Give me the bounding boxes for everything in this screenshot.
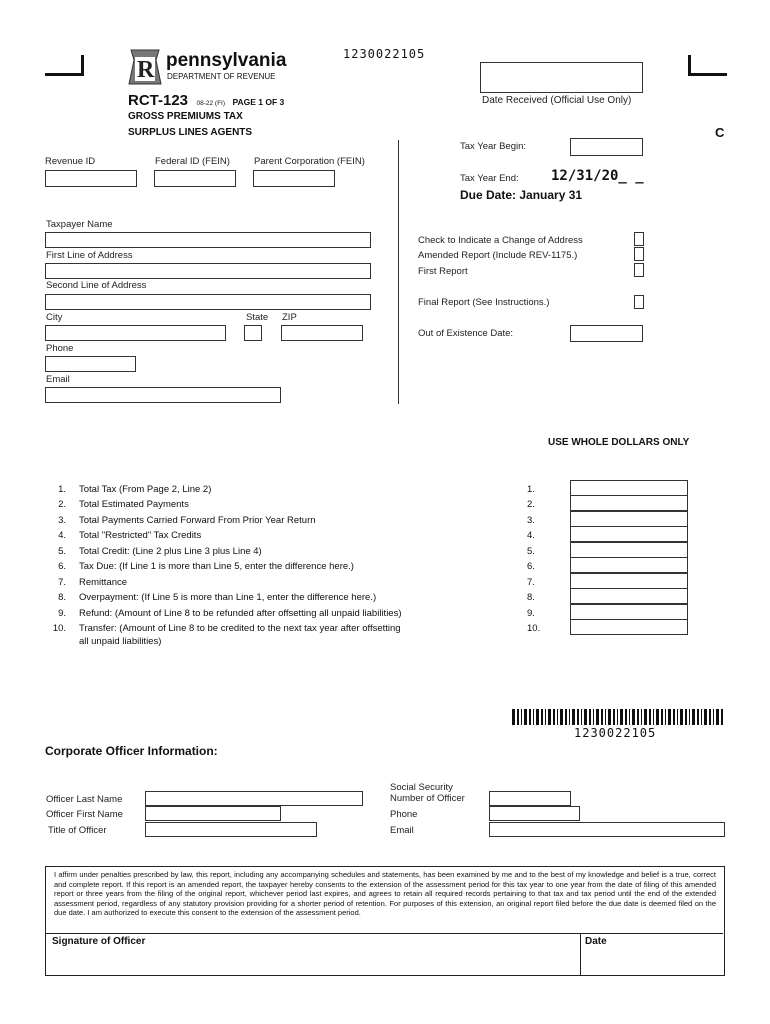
federal-id-field[interactable] (154, 170, 236, 187)
keystone-logo (128, 48, 162, 86)
date-received-box[interactable] (480, 62, 643, 93)
revenue-id-label: Revenue ID (45, 156, 96, 167)
line-amount-field[interactable] (570, 573, 688, 589)
officer-first-name-field[interactable] (145, 806, 281, 821)
officer-last-name-field[interactable] (145, 791, 363, 806)
tax-year-begin-field[interactable] (570, 138, 643, 156)
form-title-2: SURPLUS LINES AGENTS (128, 127, 253, 138)
officer-ssn-label-1: Social Security (390, 782, 453, 793)
line-description: Refund: (Amount of Line 8 to be refunded after offsetting all unpaid liabilities) (79, 608, 402, 619)
line-amount-field[interactable] (570, 557, 688, 573)
page-info: PAGE 1 OF 3 (232, 97, 285, 107)
signature-label: Signature of Officer (52, 936, 146, 947)
zip-label: ZIP (282, 312, 297, 323)
officer-email-field[interactable] (489, 822, 725, 837)
officer-ssn-field[interactable] (489, 791, 571, 806)
amended-report-checkbox[interactable] (634, 247, 644, 261)
affirmation-box (45, 866, 725, 976)
line-number: 1. (58, 484, 66, 495)
final-report-checkbox[interactable] (634, 295, 644, 309)
officer-title-label: Title of Officer (48, 825, 107, 836)
change-address-label: Check to Indicate a Change of Address (418, 235, 583, 246)
line-reference: 8. (527, 592, 535, 603)
line-description: Remittance (79, 577, 128, 588)
form-id: RCT-123 (128, 92, 189, 109)
line-reference: 4. (527, 530, 535, 541)
line-reference: 10. (527, 623, 541, 634)
officer-heading: Corporate Officer Information: (45, 744, 218, 758)
parent-corp-label: Parent Corporation (FEIN) (254, 156, 365, 167)
line-amount-field[interactable] (570, 588, 688, 604)
zip-field[interactable] (281, 325, 363, 341)
first-report-checkbox[interactable] (634, 263, 644, 277)
line-amount-field[interactable] (570, 480, 688, 496)
line-amount-field[interactable] (570, 542, 688, 558)
corner-mark-right (688, 55, 727, 76)
tax-year-end-value: 12/31/20_ _ (551, 168, 644, 184)
line-reference: 7. (527, 577, 535, 588)
agency-name: pennsylvania (166, 50, 287, 71)
form-id-row (128, 92, 284, 110)
line-number: 4. (58, 530, 66, 541)
date-received-label: Date Received (Official Use Only) (482, 95, 632, 106)
form-title-1: GROSS PREMIUMS TAX (128, 111, 243, 122)
due-date: Due Date: January 31 (460, 188, 583, 202)
federal-id-label: Federal ID (FEIN) (155, 156, 230, 167)
line-number: 2. (58, 499, 66, 510)
line-reference: 1. (527, 484, 535, 495)
city-field[interactable] (45, 325, 226, 341)
final-report-label: Final Report (See Instructions.) (418, 297, 550, 308)
first-report-label: First Report (418, 266, 468, 277)
email-field[interactable] (45, 387, 281, 403)
state-label: State (246, 312, 269, 323)
revenue-id-field[interactable] (45, 170, 137, 187)
line-number: 9. (58, 608, 66, 619)
line-amount-field[interactable] (570, 526, 688, 542)
line-description: Total Credit: (Line 2 plus Line 3 plus Line 4) (79, 546, 262, 557)
document-number: 1230022105 (343, 47, 426, 61)
corner-mark-left (45, 55, 84, 76)
state-field[interactable] (244, 325, 262, 341)
taxpayer-name-field[interactable] (45, 232, 371, 248)
date-label: Date (585, 936, 607, 947)
address-line1-field[interactable] (45, 263, 371, 279)
line-amount-field[interactable] (570, 511, 688, 527)
signature-row (46, 933, 723, 975)
address-line2-label: Second Line of Address (46, 280, 147, 291)
officer-email-label: Email (390, 825, 414, 836)
line-description: Total Estimated Payments (79, 499, 189, 510)
address-line1-label: First Line of Address (46, 250, 133, 261)
line-number: 8. (58, 592, 66, 603)
officer-phone-label: Phone (390, 809, 418, 820)
date-field[interactable] (582, 934, 723, 975)
city-label: City (46, 312, 63, 323)
officer-phone-field[interactable] (489, 806, 580, 821)
line-description: Tax Due: (If Line 1 is more than Line 5, enter the difference here.) (79, 561, 354, 572)
change-address-checkbox[interactable] (634, 232, 644, 246)
parent-corp-field[interactable] (253, 170, 335, 187)
agency-subtitle: DEPARTMENT OF REVENUE (167, 72, 276, 81)
officer-last-name-label: Officer Last Name (46, 794, 123, 805)
affirmation-text: I affirm under penalties prescribed by law, this report, including any accompanying schedules and statements, has been examined by me and to the best of my knowledge and belief is a true, correct and complete report. If this report is an amended report, the taxpayer hereby consents to the extension of the assessment period for this tax year to one year from the date of filing of this amended report or three years from the filing of the original report, whichever period last expires, and agrees to retain all required records pertaining to that tax and tax period until the end of the extended assessment period, regardless of any statutory provision providing for a shorter period of retention. For purposes of this extension, an original report filed before the due date is deemed filed on the due date. I am authorized to execute this consent to the extension of the assessment period. (54, 870, 716, 918)
amended-report-label: Amended Report (Include REV-1175.) (418, 250, 578, 261)
line-description: Total Payments Carried Forward From Prior Year Return (79, 515, 316, 526)
tax-year-end-label: Tax Year End: (460, 173, 519, 184)
line-reference: 3. (527, 515, 535, 526)
email-label: Email (46, 374, 70, 385)
officer-title-field[interactable] (145, 822, 317, 837)
phone-field[interactable] (45, 356, 136, 372)
whole-dollars-note: USE WHOLE DOLLARS ONLY (548, 437, 690, 448)
side-letter: C (715, 125, 725, 140)
officer-ssn-label-2: Number of Officer (390, 793, 465, 804)
signature-field[interactable] (46, 934, 581, 975)
line-description: Total Tax (From Page 2, Line 2) (79, 484, 212, 495)
line-reference: 6. (527, 561, 535, 572)
phone-label: Phone (46, 343, 74, 354)
line-description: Overpayment: (If Line 5 is more than Line 1, enter the difference here.) (79, 592, 377, 603)
line-number: 7. (58, 577, 66, 588)
taxpayer-name-label: Taxpayer Name (46, 219, 113, 230)
line-amount-field[interactable] (570, 604, 688, 620)
barcode-number: 1230022105 (574, 726, 657, 740)
line-number: 5. (58, 546, 66, 557)
line-number: 10. (52, 623, 66, 634)
line-description-cont: all unpaid liabilities) (79, 636, 162, 647)
line-reference: 5. (527, 546, 535, 557)
logo-letter: R (137, 57, 155, 83)
line-reference: 2. (527, 499, 535, 510)
out-of-existence-label: Out of Existence Date: (418, 328, 514, 339)
line-reference: 9. (527, 608, 535, 619)
line-description: Transfer: (Amount of Line 8 to be credited to the next tax year after offsetting (79, 623, 401, 634)
line-number: 6. (58, 561, 66, 572)
officer-first-name-label: Officer First Name (46, 809, 123, 820)
section-divider (398, 140, 399, 404)
line-number: 3. (58, 515, 66, 526)
form-revision: 08-22 (FI) (196, 100, 226, 107)
address-line2-field[interactable] (45, 294, 371, 310)
out-of-existence-field[interactable] (570, 325, 643, 342)
tax-year-begin-label: Tax Year Begin: (460, 141, 527, 152)
line-amount-field[interactable] (570, 495, 688, 511)
line-amount-field[interactable] (570, 619, 688, 635)
line-description: Total "Restricted" Tax Credits (79, 530, 202, 541)
